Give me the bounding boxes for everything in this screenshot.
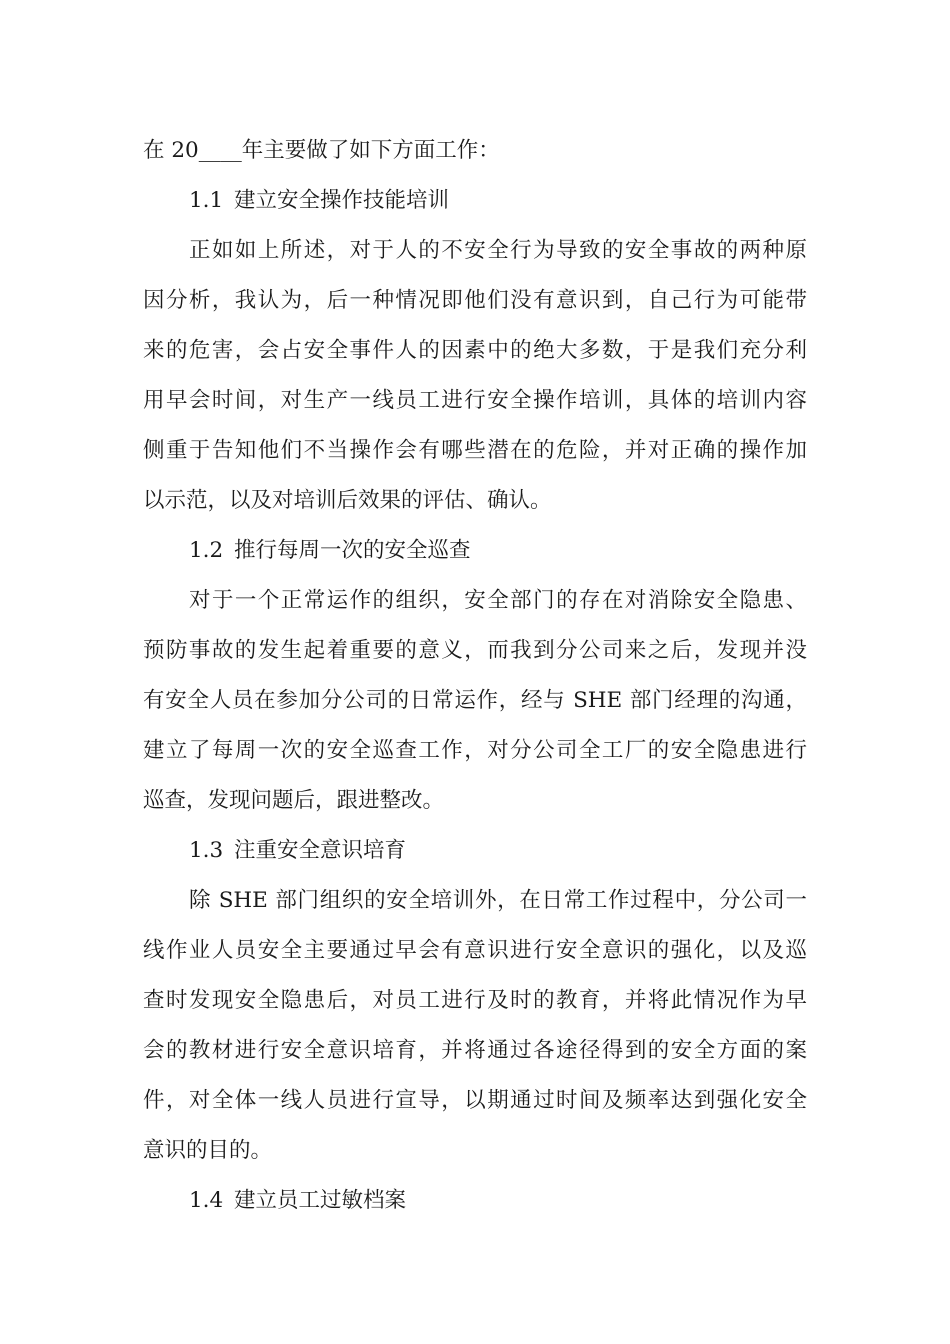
- section-number: 1.2: [189, 538, 224, 563]
- paragraph-line: 侧重于告知他们不当操作会有哪些潜在的危险，并对正确的操作加: [143, 438, 807, 463]
- paragraph-line: 因分析，我认为，后一种情况即他们没有意识到，自己行为可能带: [143, 288, 807, 313]
- section-heading: [143, 830, 807, 880]
- paragraph-line: 件，对全体一线人员进行宣导，以期通过时间及频率达到强化安全: [143, 1088, 807, 1113]
- paragraph-line: 建立了每周一次的安全巡查工作，对分公司全工厂的安全隐患进行: [143, 738, 807, 763]
- paragraph-line: 正如如上所述，对于人的不安全行为导致的安全事故的两种原: [189, 238, 807, 263]
- paragraph-line: 对于一个正常运作的组织，安全部门的存在对消除安全隐患、: [189, 588, 807, 613]
- section-number: 1.3: [189, 838, 224, 863]
- paragraph-line: 巡查，发现问题后，跟进整改。: [143, 788, 445, 813]
- section-title: 推行每周一次的安全巡查: [234, 538, 471, 563]
- paragraph-line: 有安全人员在参加分公司的日常运作，经与 SHE 部门经理的沟通，: [143, 688, 807, 713]
- section-number: 1.4: [189, 1188, 224, 1213]
- section-paragraph: [143, 230, 807, 530]
- paragraph-line: 用早会时间，对生产一线员工进行安全操作培训，具体的培训内容: [143, 388, 807, 413]
- paragraph-line: 意识的目的。: [143, 1138, 273, 1163]
- section-paragraph: [143, 880, 807, 1180]
- section-title: 建立安全操作技能培训: [234, 188, 450, 213]
- paragraph-line: 会的教材进行安全意识培育，并将通过各途径得到的安全方面的案: [143, 1038, 807, 1063]
- section-heading: [143, 180, 807, 230]
- section-heading: [143, 1180, 807, 1230]
- paragraph-line: 来的危害，会占安全事件人的因素中的绝大多数，于是我们充分利: [143, 338, 807, 363]
- document-body: [143, 130, 807, 1230]
- paragraph-line: 预防事故的发生起着重要的意义，而我到分公司来之后，发现并没: [143, 638, 807, 663]
- intro-line: 在 20____年主要做了如下方面工作：: [143, 138, 500, 163]
- paragraph-line: 查时发现安全隐患后，对员工进行及时的教育，并将此情况作为早: [143, 988, 807, 1013]
- paragraph-line: 线作业人员安全主要通过早会有意识进行安全意识的强化，以及巡: [143, 938, 807, 963]
- paragraph-line: 除 SHE 部门组织的安全培训外，在日常工作过程中，分公司一: [189, 888, 807, 913]
- section-number: 1.1: [189, 188, 224, 213]
- section-title: 注重安全意识培育: [234, 838, 407, 863]
- section-heading: [143, 530, 807, 580]
- section-title: 建立员工过敏档案: [234, 1188, 407, 1213]
- section-paragraph: [143, 580, 807, 830]
- paragraph-line: 以示范，以及对培训后效果的评估、确认。: [143, 488, 552, 513]
